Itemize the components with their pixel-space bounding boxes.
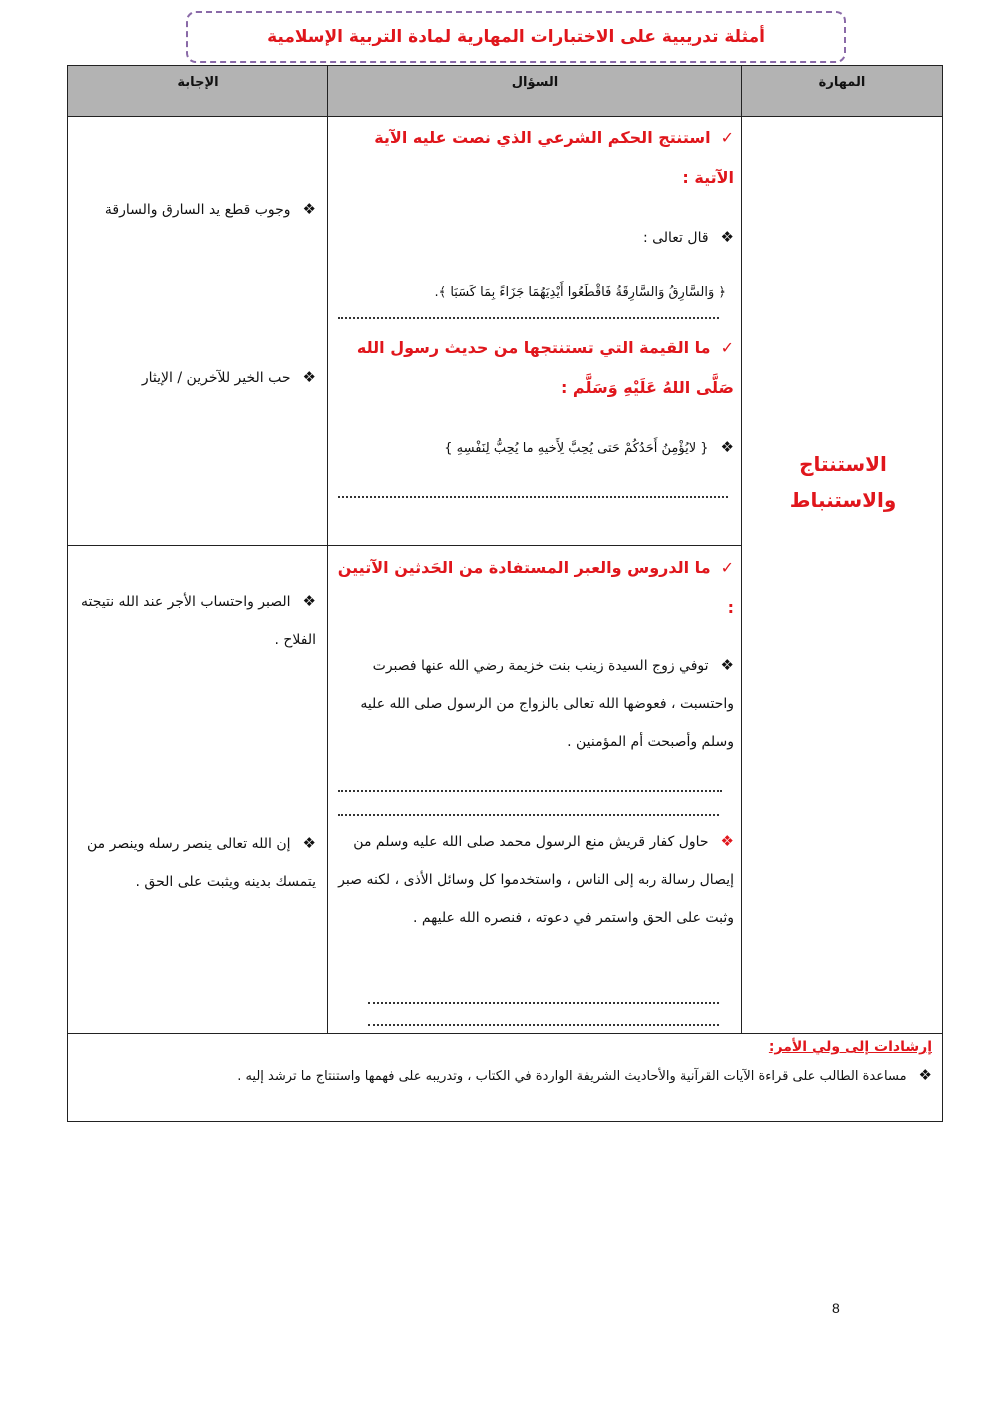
check-icon: ✓ — [720, 128, 734, 147]
check-icon: ✓ — [720, 338, 734, 357]
answer-line — [368, 1000, 719, 1004]
answer-line — [338, 315, 719, 319]
skill-header: المهارة — [742, 66, 942, 117]
skill-line-2: والاستنباط — [789, 488, 897, 512]
question-header: السؤال — [328, 66, 742, 117]
question-3-event-1: ❖توفي زوج السيدة زينب بنت خزيمة رضي الله عنها فصبرت واحتسبت ، فعوضها الله تعالى بالزواج من الرسول صلى الله عليه وسلم وأصبحت أم المؤمنين . — [360, 656, 734, 750]
row-divider — [68, 545, 742, 546]
answer-header: الإجابة — [68, 66, 328, 117]
diamond-bullet-icon: ❖ — [918, 1066, 932, 1084]
answer-1: ❖وجوب قطع يد السارق والسارقة — [104, 200, 316, 218]
question-3-event-2: ❖حاول كفار قريش منع الرسول محمد صلى الله عليه وسلم من إيصال رسالة ربه إلى الناس ، واستخدموا كل وسائل الأذى ، لكنه صبر وثبت على الحق واستمر في دعوته ، فنصره الله عليهم . — [338, 832, 734, 926]
check-icon: ✓ — [720, 558, 734, 577]
question-1-heading: ✓استنتج الحكم الشرعي الذي نصت عليه الآية الآتية : — [374, 128, 734, 187]
page-number: 8 — [832, 1300, 840, 1316]
question-3-heading: ✓ما الدروس والعبر المستفادة من الحَدثين الآتيين : — [337, 558, 734, 617]
diamond-bullet-icon: ❖ — [302, 834, 316, 852]
answer-3a: ❖الصبر واحتساب الأجر عند الله نتيجته الفلاح . — [80, 592, 316, 648]
question-2-heading: ✓ما القيمة التي تستنتجها من حديث رسول الله صَلَّى اللهُ عَلَيْهِ وَسَلَّم : — [356, 338, 734, 397]
diamond-bullet-icon: ❖ — [302, 200, 316, 218]
question-2-hadith: ❖{ لايُؤْمِنُ أَحَدُكُمْ حَتى يُحِبَّ لِأَخيهِ ما يُحِبُّ لِنَفْسِهِ } — [444, 438, 734, 456]
guidance-text: ❖مساعدة الطالب على قراءة الآيات القرآنية والأحاديث الشريفة الواردة في الكتاب ، وتدريبه على فهمها واستنتاج ما ترشد إليه . — [237, 1066, 932, 1084]
diamond-bullet-icon: ❖ — [302, 368, 316, 386]
answer-line — [338, 494, 728, 498]
diamond-bullet-icon: ❖ — [720, 832, 734, 850]
question-1-intro: ❖قال تعالى : — [642, 228, 734, 246]
answer-line — [368, 1022, 719, 1026]
column-divider — [741, 66, 742, 1033]
answer-2: ❖حب الخير للآخرين / الإيثار — [141, 368, 316, 386]
guidance-title: إرشادات إلى ولي الأمر: — [768, 1039, 932, 1055]
diamond-bullet-icon: ❖ — [720, 228, 734, 246]
answer-line — [338, 788, 722, 792]
skill-label — [748, 446, 938, 518]
diamond-bullet-icon: ❖ — [720, 656, 734, 674]
row-divider — [68, 1033, 942, 1034]
answer-3b: ❖إن الله تعالى ينصر رسله وينصر من يتمسك بدينه ويثبت على الحق . — [87, 834, 316, 890]
skills-table — [67, 65, 943, 1122]
question-1-verse: ﴿ وَالسَّارِقُ وَالسَّارِقَةُ فَاقْطَعُوا أَيْدِيَهُمَا جَزَاءً بِمَا كَسَبَا ﴾. — [434, 285, 726, 300]
column-divider — [327, 66, 328, 1033]
diamond-bullet-icon: ❖ — [302, 592, 316, 610]
answer-line — [338, 812, 719, 816]
diamond-bullet-icon: ❖ — [720, 438, 734, 456]
skill-line-1: الاستنتاج — [799, 452, 887, 476]
page-title: أمثلة تدريبية على الاختبارات المهارية لمادة التربية الإسلامية — [186, 11, 846, 63]
